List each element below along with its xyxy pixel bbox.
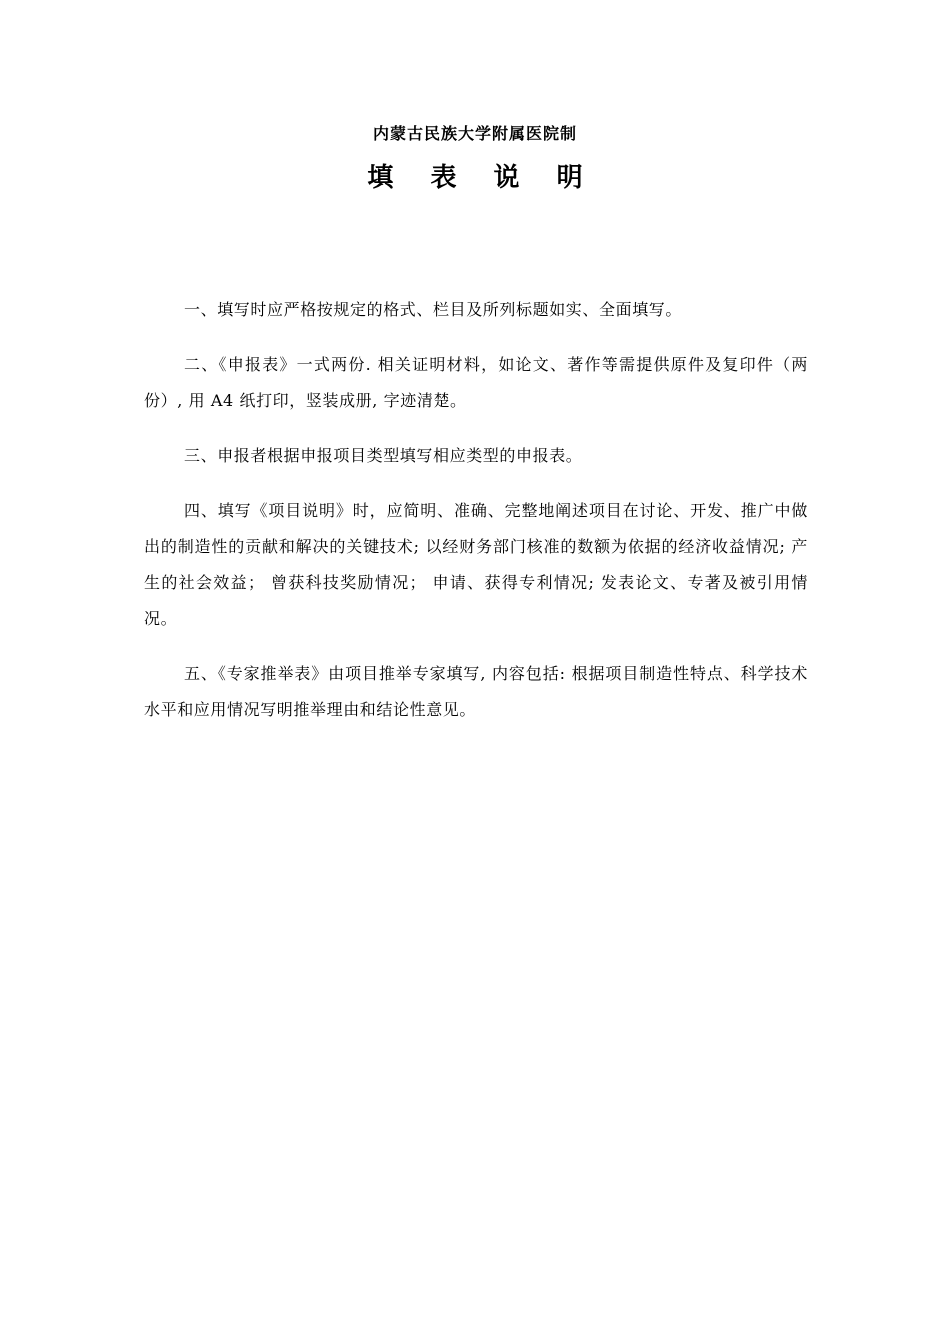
issuer-header: 内蒙古民族大学附属医院制 — [372, 124, 577, 143]
instructions-body — [144, 292, 808, 747]
instruction-paragraph-2: 二、《申报表》一式两份. 相关证明材料，如论文、著作等需提供原件及复印件（两份）, 用 A4 纸打印，竖装成册, 字迹清楚。 — [144, 355, 808, 410]
instruction-paragraph-5: 五、《专家推举表》由项目推举专家填写, 内容包括: 根据项目制造性特点、科学技术水平和应用情况写明推举理由和结论性意见。 — [144, 664, 808, 719]
page-title: 填 表 说 明 — [367, 163, 597, 193]
instruction-paragraph-4: 四、填写《项目说明》时，应简明、准确、完整地阐述项目在讨论、开发、推广中做出的制造性的贡献和解决的关键技术; 以经财务部门核准的数额为依据的经济收益情况; 产生的社会效益； 曾获科技奖励情况； 申请、获得专利情况; 发表论文、专著及被引用情况。 — [144, 501, 808, 628]
instruction-paragraph-1: 一、填写时应严格按规定的格式、栏目及所列标题如实、全面填写。 — [184, 300, 683, 319]
instruction-paragraph-3: 三、申报者根据申报项目类型填写相应类型的申报表。 — [184, 446, 583, 465]
